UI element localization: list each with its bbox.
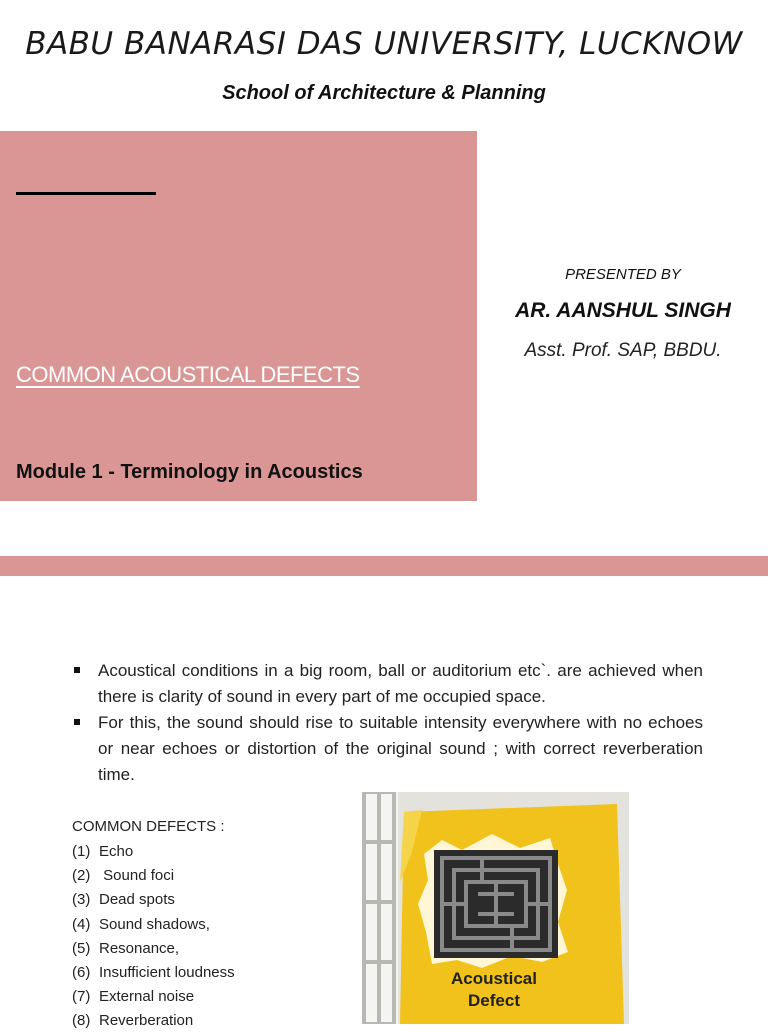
poster-caption-line2: Defect (468, 991, 520, 1010)
presenter-name: AR. AANSHUL SINGH (515, 299, 731, 322)
defect-text: Dead spots (99, 891, 175, 909)
poster-caption-line1: Acoustical (451, 969, 537, 988)
list-item (72, 913, 235, 937)
bullet-square-icon (74, 667, 80, 673)
defect-text: Sound shadows, (99, 915, 210, 933)
school-subtitle: School of Architecture & Planning (222, 82, 546, 104)
defect-number: (5) (72, 939, 91, 957)
defect-number: (2) (72, 867, 91, 885)
intro-bullet-list (72, 658, 703, 788)
list-item (72, 985, 235, 1009)
list-item (72, 888, 235, 912)
bullet-text: Acoustical conditions in a big room, ball or auditorium etc`. are achieved when there is clarity of sound in every part of me occupied space. (98, 661, 703, 706)
defect-text: Resonance, (99, 939, 180, 957)
defects-heading: COMMON DEFECTS : (72, 818, 225, 835)
topic-title: COMMON ACOUSTICAL DEFECTS (16, 362, 360, 387)
section-divider (0, 556, 768, 576)
list-item (72, 864, 235, 888)
bullet-item (72, 658, 703, 710)
acoustical-defect-poster-image (362, 792, 629, 1024)
defect-text: External noise (99, 988, 195, 1006)
presenter-designation: Asst. Prof. SAP, BBDU. (524, 340, 722, 361)
defect-number: (8) (72, 1012, 91, 1030)
presented-by-label: PRESENTED BY (565, 266, 681, 283)
defect-number: (1) (72, 843, 91, 860)
list-item (72, 961, 235, 985)
list-item (72, 1009, 235, 1033)
title-panel (0, 131, 477, 501)
defect-text: Echo (99, 843, 134, 860)
bullet-square-icon (74, 719, 80, 725)
title-rule-line (16, 192, 156, 195)
defect-text: Reverberation (99, 1012, 194, 1030)
university-title: BABU BANARASI DAS UNIVERSITY, LUCKNOW (25, 26, 743, 62)
defect-text: Insufficient loudness (99, 964, 235, 982)
module-label: Module 1 - Terminology in Acoustics (16, 461, 363, 483)
bullet-text: For this, the sound should rise to suitable intensity everywhere with no echoes or near echoes or distortion of the original sound ; with correct reverberation time. (98, 713, 703, 784)
defect-number: (6) (72, 964, 91, 982)
list-item (72, 937, 235, 961)
defect-number: (4) (72, 915, 91, 933)
defect-text: Sound foci (99, 867, 175, 885)
list-item (72, 840, 235, 864)
bullet-item (72, 710, 703, 788)
defect-number: (7) (72, 988, 91, 1006)
defect-number: (3) (72, 891, 91, 909)
defects-list (72, 840, 235, 1034)
